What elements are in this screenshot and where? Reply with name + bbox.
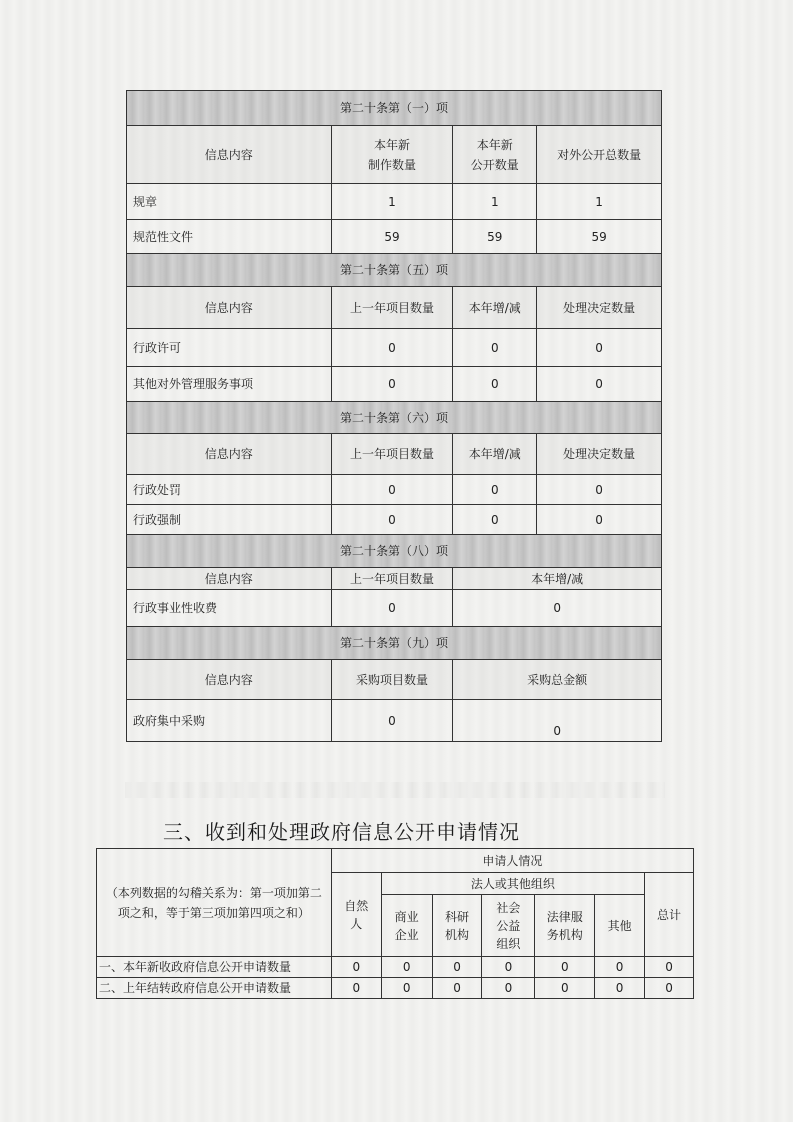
table-cell: 0 (381, 957, 432, 978)
table-cell: 0 (645, 957, 694, 978)
table-cell: 0 (453, 590, 662, 627)
table-row (97, 978, 694, 999)
table-cell: 0 (453, 329, 537, 367)
table-row (127, 220, 662, 254)
table-cell: 0 (432, 957, 482, 978)
table-row (127, 475, 662, 505)
table-cell: 0 (535, 978, 595, 999)
column-header: 本年增/减 (453, 287, 537, 329)
table-cell: 0 (537, 329, 662, 367)
column-header: 采购项目数量 (331, 660, 453, 700)
section-title: 第二十条第（一）项 (127, 91, 662, 126)
table-cell: 0 (482, 978, 535, 999)
column-header: 对外公开总数量 (537, 126, 662, 184)
column-header: 本年新 公开数量 (453, 126, 537, 184)
column-header: 商业 企业 (381, 895, 432, 957)
column-header: 信息内容 (127, 126, 332, 184)
table-cell: 0 (331, 590, 453, 627)
row-label: 行政强制 (127, 505, 332, 535)
note-cell: （本列数据的勾稽关系为：第一项加第二项之和，等于第三项加第四项之和） (97, 849, 332, 957)
column-header: 信息内容 (127, 568, 332, 590)
table-cell: 0 (595, 957, 645, 978)
row-label: 行政事业性收费 (127, 590, 332, 627)
table-cell: 0 (453, 367, 537, 402)
table-cell: 0 (645, 978, 694, 999)
row-label: 一、本年新收政府信息公开申请数量 (97, 957, 332, 978)
row-label: 行政许可 (127, 329, 332, 367)
table-cell: 0 (331, 329, 453, 367)
table-cell: 0 (537, 475, 662, 505)
table-cell: 0 (331, 475, 453, 505)
table-cell: 0 (453, 475, 537, 505)
column-header: 上一年项目数量 (331, 434, 453, 475)
table-cell: 0 (331, 505, 453, 535)
section-title: 第二十条第（五）项 (127, 254, 662, 287)
table-cell: 0 (331, 957, 381, 978)
column-header: 社会 公益 组织 (482, 895, 535, 957)
row-label: 规范性文件 (127, 220, 332, 254)
application-table (96, 848, 694, 999)
table-cell: 59 (537, 220, 662, 254)
column-header: 处理决定数量 (537, 287, 662, 329)
column-header: 其他 (595, 895, 645, 957)
legal-group-header: 法人或其他组织 (381, 873, 644, 895)
table-cell: 0 (595, 978, 645, 999)
row-label: 规章 (127, 184, 332, 220)
table-row (127, 505, 662, 535)
table-row (127, 590, 662, 627)
table-cell: 0 (537, 367, 662, 402)
table-cell: 0 (331, 700, 453, 742)
column-header: 本年增/减 (453, 568, 662, 590)
column-header: 采购总金额 (453, 660, 662, 700)
row-label: 二、上年结转政府信息公开申请数量 (97, 978, 332, 999)
table-cell: 59 (331, 220, 453, 254)
section-heading: 三、收到和处理政府信息公开申请情况 (163, 820, 520, 844)
column-header: 本年新 制作数量 (331, 126, 453, 184)
table-cell: 0 (482, 957, 535, 978)
table-cell: 1 (537, 184, 662, 220)
bleed-through-text (125, 782, 665, 798)
table-row (127, 329, 662, 367)
table-cell: 0 (381, 978, 432, 999)
column-header: 处理决定数量 (537, 434, 662, 475)
table-cell: 1 (331, 184, 453, 220)
row-label: 政府集中采购 (127, 700, 332, 742)
column-header: 本年增/减 (453, 434, 537, 475)
table-cell: 0 (453, 505, 537, 535)
row-label: 行政处罚 (127, 475, 332, 505)
column-header: 上一年项目数量 (331, 568, 453, 590)
column-header: 信息内容 (127, 660, 332, 700)
total-header: 总计 (645, 873, 694, 957)
column-header: 科研 机构 (432, 895, 482, 957)
table-row (127, 367, 662, 402)
applicant-situation-header: 申请人情况 (331, 849, 693, 873)
table-cell: 0 (535, 957, 595, 978)
table-row (127, 700, 662, 742)
section-title: 第二十条第（八）项 (127, 535, 662, 568)
table-cell: 0 (453, 700, 662, 742)
table-cell: 0 (331, 978, 381, 999)
table-row (127, 184, 662, 220)
table-row (97, 957, 694, 978)
column-header: 法律服 务机构 (535, 895, 595, 957)
table-cell: 0 (432, 978, 482, 999)
table-cell: 0 (331, 367, 453, 402)
column-header: 信息内容 (127, 434, 332, 475)
column-header: 上一年项目数量 (331, 287, 453, 329)
disclosure-table (126, 90, 662, 742)
natural-person-header: 自然 人 (331, 873, 381, 957)
table-cell: 0 (537, 505, 662, 535)
section-title: 第二十条第（六）项 (127, 402, 662, 434)
table-cell: 1 (453, 184, 537, 220)
section-title: 第二十条第（九）项 (127, 627, 662, 660)
column-header: 信息内容 (127, 287, 332, 329)
table-cell: 59 (453, 220, 537, 254)
row-label: 其他对外管理服务事项 (127, 367, 332, 402)
